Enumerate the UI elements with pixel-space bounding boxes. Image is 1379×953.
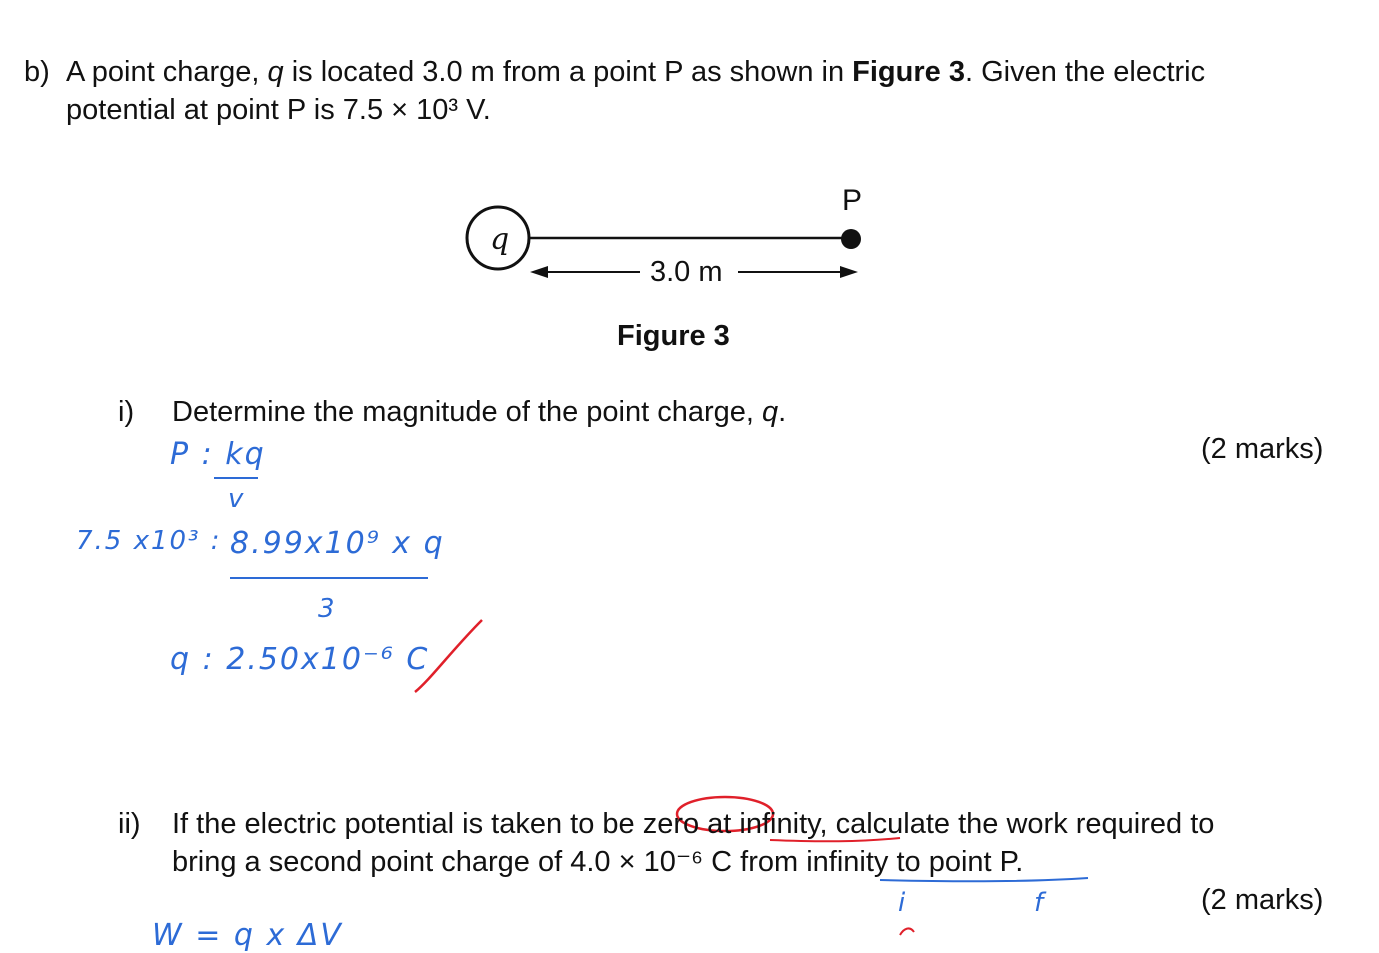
- part-i-charge-symbol: q: [762, 396, 779, 428]
- charge-label: q: [490, 222, 510, 257]
- part-i-label: i): [118, 396, 135, 428]
- figure-reference: Figure 3: [852, 56, 965, 88]
- distance-label: 3.0 m: [650, 256, 723, 288]
- distance-arrow-right-head: [840, 266, 858, 278]
- working-formula-bottom: v: [228, 484, 246, 514]
- charge-symbol: q: [267, 56, 284, 88]
- final-mark: f: [1034, 888, 1046, 918]
- working-cut-line: W = q x ΔV: [152, 918, 343, 953]
- working-result: q : 2.50x10⁻⁶ C: [170, 642, 430, 677]
- part-ii-label: ii): [118, 808, 141, 840]
- point-p-dot: [841, 229, 861, 249]
- initial-mark: i: [898, 888, 908, 918]
- underline-infinity-to-p: [880, 878, 1088, 881]
- point-p-label: P: [842, 184, 863, 217]
- working-formula-top: P : kq: [170, 437, 266, 472]
- working-equation-left: 7.5 x10³ :: [76, 526, 222, 556]
- red-mark-fragment: [900, 928, 914, 935]
- part-i-text-2: .: [778, 396, 787, 428]
- part-i-marks: (2 marks): [1201, 433, 1324, 465]
- part-ii-line-1: If the electric potential is taken to be zero at infinity, calculate the work required to: [172, 808, 1215, 840]
- working-equation-denominator: 3: [318, 594, 337, 624]
- distance-arrow-left-head: [530, 266, 548, 278]
- question-b-label: b): [24, 56, 50, 88]
- part-ii-line-2: bring a second point charge of 4.0 × 10⁻⁶ C from infinity to point P.: [172, 846, 1024, 878]
- question-b-text-3: . Given the electric: [964, 56, 1206, 88]
- question-b-line-2: potential at point P is 7.5 × 10³ V.: [66, 94, 491, 126]
- part-ii-marks: (2 marks): [1201, 884, 1324, 916]
- working-equation-numerator: 8.99x10⁹ x q: [230, 526, 445, 561]
- question-b-text-2: is located 3.0 m from a point P as shown in: [283, 56, 853, 88]
- part-i-text-1: Determine the magnitude of the point charge,: [172, 396, 763, 428]
- question-b-text-1: A point charge,: [66, 56, 268, 88]
- figure-caption: Figure 3: [617, 320, 730, 352]
- part-i-question: [172, 398, 786, 427]
